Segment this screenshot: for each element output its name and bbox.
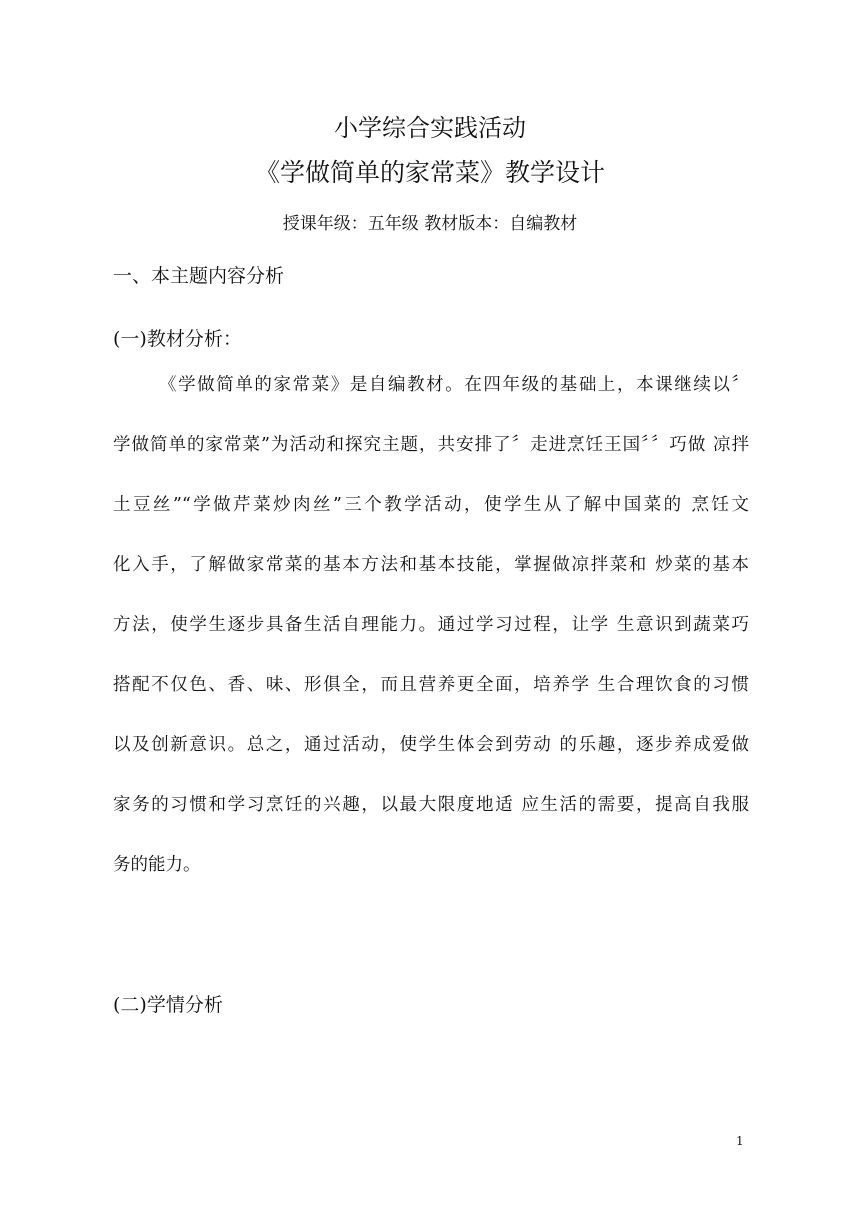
grade-and-textbook-info: 授课年级：五年级 教材版本：自编教材 (282, 214, 578, 234)
document-title-line1: 小学综合实践活动 (334, 114, 526, 142)
document-title-line2: 《学做简单的家常菜》教学设计 (254, 158, 605, 187)
paragraph-line: 搭配不仅色、香、味、形俱全，而且营养更全面，培养学 生合理饮食的习惯 (113, 675, 749, 695)
paragraph-line: 学做简单的家常菜”为活动和探究主题，共安排了〞走进烹饪王国〞〞巧做 凉拌 (113, 435, 749, 455)
textbook-analysis-paragraph (113, 372, 749, 912)
page-number: 1 (736, 1134, 744, 1148)
section-heading-content-analysis: 一、本主题内容分析 (113, 265, 285, 287)
subsection-heading-textbook-analysis: (一)教材分析： (113, 328, 242, 350)
paragraph-line: 以及创新意识。总之，通过活动，使学生体会到劳动 的乐趣，逐步养成爱做 (113, 735, 749, 755)
paragraph-line: 务的能力。 (113, 855, 201, 875)
subsection-heading-learner-analysis: (二)学情分析 (113, 994, 223, 1016)
paragraph-line: 土豆丝”“学做芹菜炒肉丝”三个教学活动，使学生从了解中国菜的 烹饪文 (113, 495, 749, 515)
paragraph-line: 家务的习惯和学习烹饪的兴趣，以最大限度地适 应生活的需要，提高自我服 (113, 795, 749, 815)
paragraph-line: 《学做简单的家常菜》是自编教材。在四年级的基础上，本课继续以〞 (159, 375, 749, 395)
paragraph-line: 化入手，了解做家常菜的基本方法和基本技能，掌握做凉拌菜和 炒菜的基本 (113, 555, 749, 575)
paragraph-line: 方法，使学生逐步具备生活自理能力。通过学习过程，让学 生意识到蔬菜巧 (113, 615, 749, 635)
